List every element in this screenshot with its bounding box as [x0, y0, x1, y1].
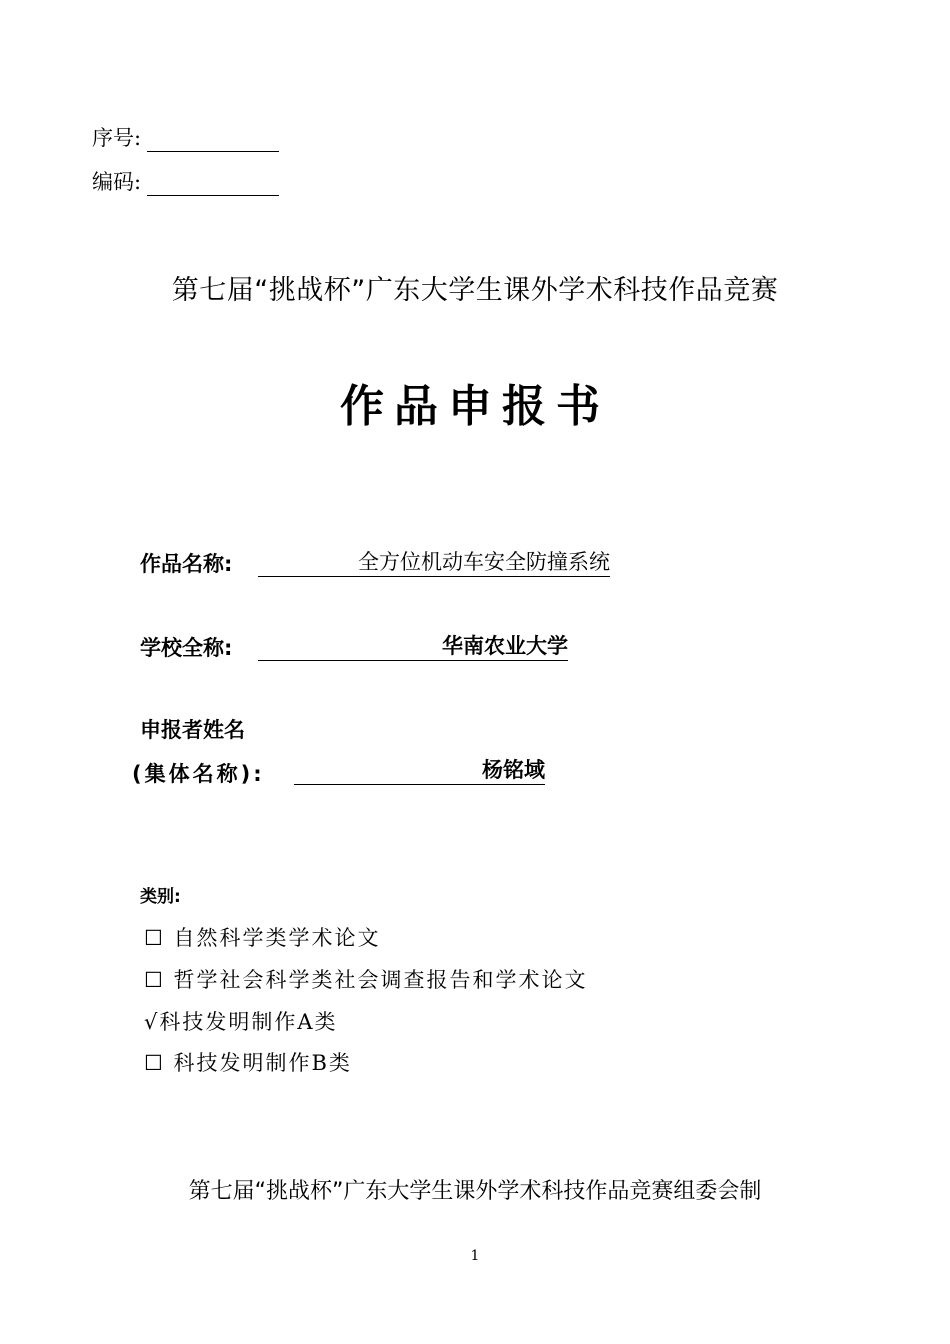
checkmark-icon[interactable]: √: [144, 1010, 160, 1034]
serial-number-blank: [147, 129, 279, 152]
organizer-footer: 第七届“挑战杯”广东大学生课外学术科技作品竞赛组委会制: [188, 1179, 762, 1204]
school-value: 华南农业大学: [258, 632, 568, 661]
applicant-label-line2: (集体名称):: [132, 762, 265, 786]
school-row: [140, 632, 232, 662]
category-label: 哲学社会科学类社会调查报告和学术论文: [164, 968, 588, 992]
category-label: 科技发明制作B类: [164, 1051, 352, 1075]
category-label: 科技发明制作A类: [159, 1010, 338, 1034]
category-title: 类别:: [140, 887, 181, 907]
work-name-row: [140, 548, 232, 578]
page-number: 1: [470, 1248, 480, 1264]
code-label: 编码:: [92, 170, 142, 194]
applicant-label-line1: 申报者姓名: [140, 718, 245, 742]
competition-subtitle: 第七届“挑战杯”广东大学生课外学术科技作品竞赛: [171, 275, 779, 306]
category-item-invention-a: [144, 1006, 338, 1036]
code-row: [92, 166, 279, 196]
category-item-natural-science: [144, 922, 381, 952]
checkbox-icon[interactable]: ☐: [144, 1051, 165, 1075]
code-blank: [147, 173, 279, 196]
category-item-invention-b: [144, 1047, 352, 1077]
category-label: 自然科学类学术论文: [164, 926, 381, 950]
checkbox-icon[interactable]: ☐: [144, 968, 165, 992]
checkbox-icon[interactable]: ☐: [144, 926, 165, 950]
serial-number-label: 序号:: [92, 126, 142, 150]
applicant-value: 杨铭域: [294, 756, 545, 785]
serial-number-row: [92, 122, 279, 152]
category-item-social-science: [144, 964, 588, 994]
work-name-label: 作品名称:: [140, 552, 233, 576]
work-name-value: 全方位机动车安全防撞系统: [258, 548, 610, 577]
page-title: 作品申报书: [340, 381, 610, 432]
school-label: 学校全称:: [140, 636, 233, 660]
